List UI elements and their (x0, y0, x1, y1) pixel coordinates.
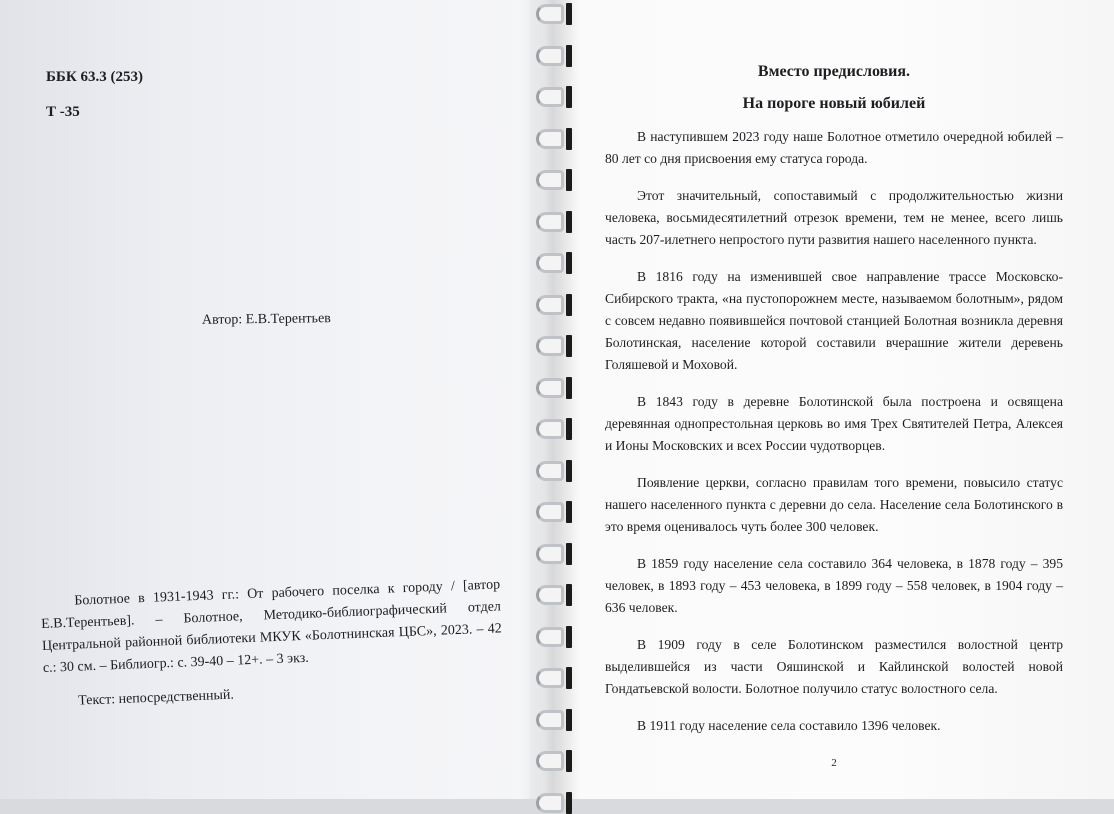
paragraph: В 1911 году население села составило 1396 человек. (637, 718, 941, 733)
coil-ring (536, 295, 564, 315)
preface-subtitle: На пороге новый юбилей (742, 95, 926, 112)
coil-ring (536, 502, 564, 522)
coil-ring (536, 627, 564, 647)
punch-hole (566, 335, 572, 357)
punch-hole (566, 543, 572, 565)
punch-hole (566, 294, 572, 316)
paragraph: Появление церкви, согласно правилам того времени, повысило статус нашего населенного пункта с деревни до села. Население села Болотинского в это время оценивалось чуть более 300 человек. (605, 475, 1063, 534)
punch-hole (566, 460, 572, 482)
punch-hole (566, 584, 572, 606)
coil-ring (536, 668, 564, 688)
punch-hole (566, 709, 572, 731)
punch-hole (566, 252, 572, 274)
punch-hole (566, 418, 572, 440)
coil-ring (536, 87, 564, 107)
coil-ring (536, 46, 564, 66)
coil-ring (536, 170, 564, 190)
author-line: Автор: Е.В.Терентьев (201, 311, 331, 328)
coil-ring (536, 585, 564, 605)
preface-title: Вместо предисловия. (757, 63, 911, 80)
coil-ring (536, 129, 564, 149)
bibliographic-block (40, 574, 504, 714)
paragraph: В 1909 году в селе Болотинском разместился волостной центр выделившейся из части Ояшинской и Кайлинской волостей новой Гондатьевской волости. Болотное получило статус волостного села. (605, 637, 1063, 696)
paragraph: В 1816 году на изменившей свое направление трассе Московско-Сибирского тракта, «на пустопорожнем месте, называемом болотным», рядом с совсем недавно появившейся почтовой станцией Болотная возникла деревня Болотинская, население которой составили вчерашние жители деревень Голяшевой и Моховой. (605, 269, 1063, 372)
punch-hole (566, 667, 572, 689)
punch-hole (566, 501, 572, 523)
coil-ring (536, 793, 564, 813)
preface-text (605, 60, 1063, 774)
bibliographic-record: Болотное в 1931-1943 гг.: От рабочего поселка к городу / [автор Е.В.Терентьев]. – Болотное, Методико-библиографический отдел Центральной районной библиотеки МКУК «Болотнинская ЦБС», 2023. – 42 с.: 30 см. – Библиогр.: с. 39-40 – 12+. – 3 экз. (40, 577, 503, 676)
paragraph: В 1843 году в деревне Болотинской была построена и освящена деревянная однопрестольная церковь во имя Трех Святителей Петра, Алексея и Ионы Московских и всех России чудотворцев. (605, 394, 1063, 453)
coil-ring (536, 710, 564, 730)
punch-hole (566, 377, 572, 399)
punch-hole (566, 45, 572, 67)
coil-ring (536, 336, 564, 356)
paragraph: Этот значительный, сопоставимый с продолжительностью жизни человека, восьмидесятилетний отрезок времени, тем не менее, всего лишь часть 207-илетнего непростого пути развития нашего населенного пункта. (605, 188, 1063, 247)
coil-ring (536, 4, 564, 24)
punch-hole (566, 792, 572, 814)
text-note: Текст: непосредственный. (77, 687, 235, 709)
coil-ring (536, 544, 564, 564)
paragraph: В наступившем 2023 году наше Болотное отметило очередной юбилей – 80 лет со дня присвоения ему статуса города. (605, 129, 1063, 166)
coil-ring (536, 751, 564, 771)
page-number: 2 (831, 757, 837, 769)
coil-ring (536, 378, 564, 398)
punch-hole (566, 750, 572, 772)
punch-hole (566, 626, 572, 648)
bbk-code: ББК 63.3 (253) (46, 69, 143, 85)
coil-ring (536, 253, 564, 273)
punch-hole (566, 3, 572, 25)
coil-ring (536, 419, 564, 439)
punch-hole (566, 169, 572, 191)
punch-hole (566, 128, 572, 150)
binding-coil (528, 0, 578, 799)
punch-hole (566, 211, 572, 233)
punch-hole (566, 86, 572, 108)
coil-ring (536, 212, 564, 232)
author-mark: Т -35 (46, 104, 80, 120)
paragraph: В 1859 году население села составило 364 человека, в 1878 году – 395 человек, в 1893 году – 453 человека, в 1899 году – 558 человек, в 1904 году – 636 человек. (605, 556, 1063, 615)
coil-ring (536, 461, 564, 481)
